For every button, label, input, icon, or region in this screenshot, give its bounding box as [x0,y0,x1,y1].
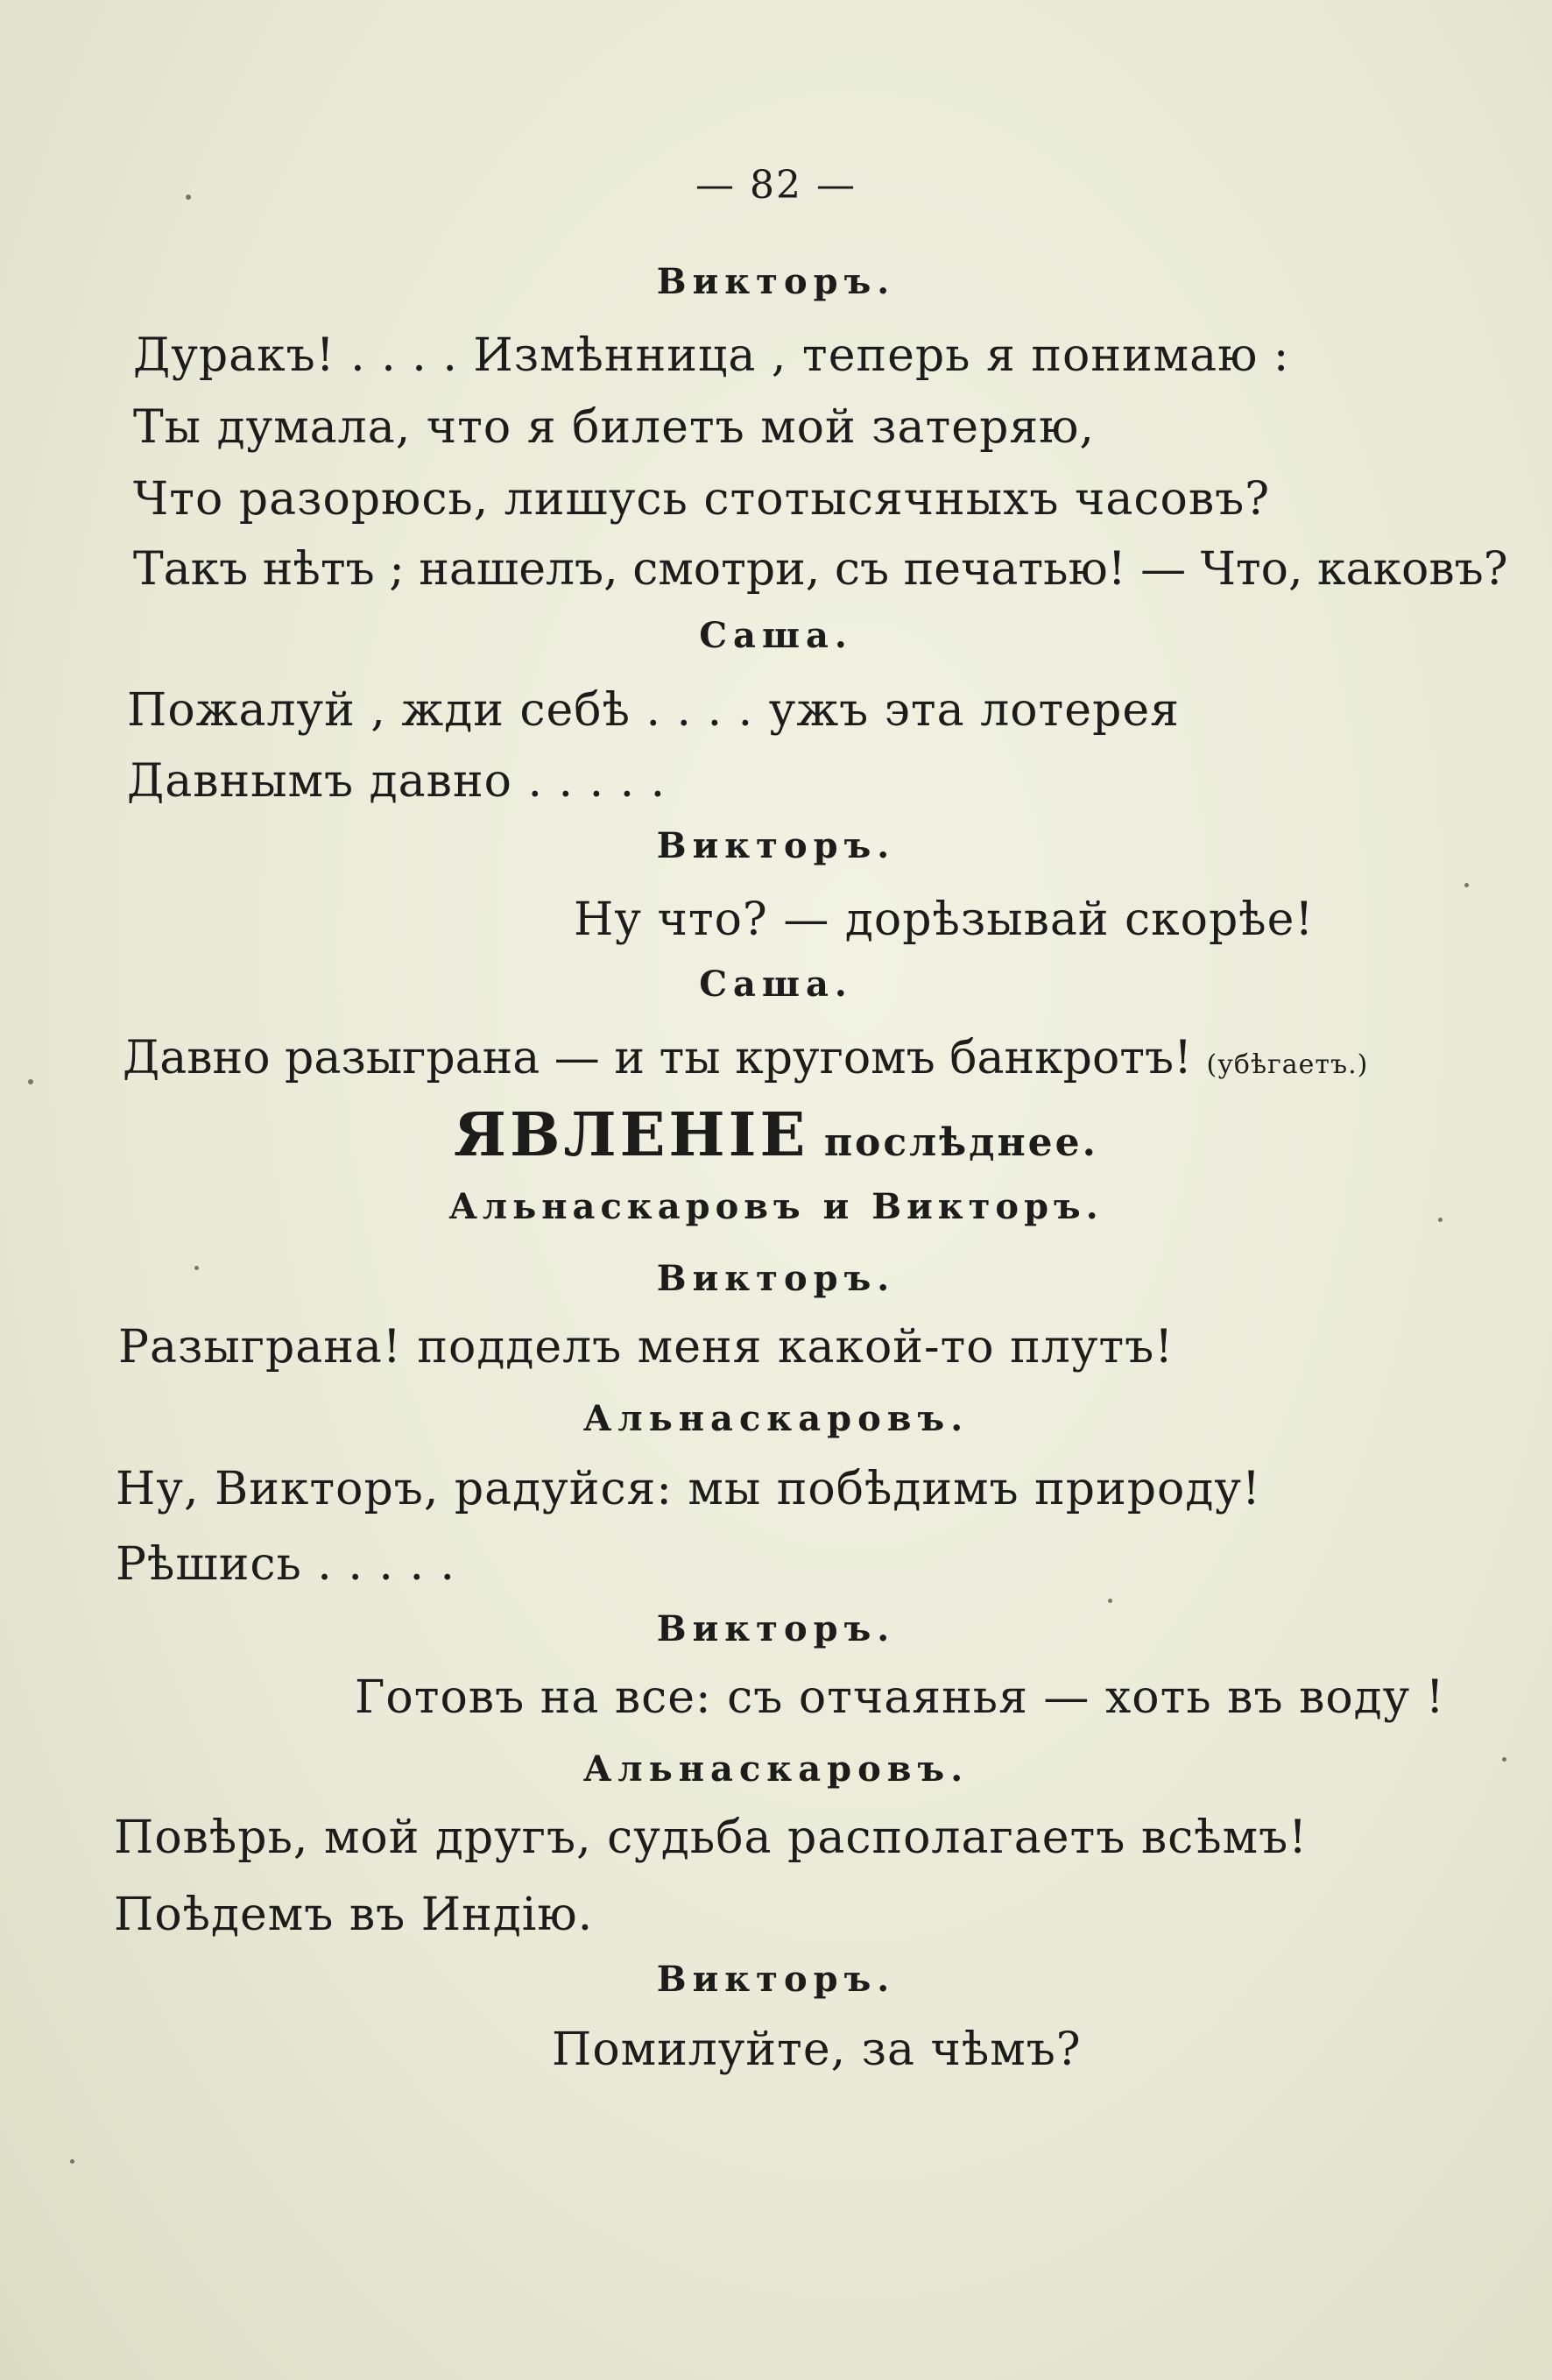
scene-persons: Альнаскаровъ и Викторъ. [448,1186,1104,1227]
verse-text: Давно разыграна — и ты кругомъ банкротъ! [123,1032,1193,1084]
verse-line: Что разорюсь, лишусь стотысячныхъ часовъ? [133,473,1271,526]
verse-line [123,1032,1369,1084]
speaker-name: Альнаскаровъ. [582,1748,970,1790]
verse-line: Ты думала, что я билетъ мой затеряю, [133,401,1095,454]
paper-speck [28,1079,33,1084]
verse-line: Поѣдемъ въ Индію. [114,1889,594,1941]
verse-line: Готовъ на все: съ отчаянья — хоть въ воду ! [355,1671,1445,1724]
stage-direction: (убѣгаетъ.) [1206,1049,1369,1080]
verse-line: Рѣшись . . . . . [116,1538,456,1591]
verse-line: Ну что? — дорѣзывай скорѣе! [574,893,1315,946]
scene-heading-main: ЯВЛЕНІЕ [454,1100,809,1170]
verse-line: Разыграна! подделъ меня какой-то плутъ! [118,1321,1175,1374]
verse-line: Давнымъ давно . . . . . [127,755,667,808]
verse-line: Помилуйте, за чѣмъ? [552,2023,1082,2076]
speaker-name: Викторъ. [656,1258,896,1299]
page-number: — 82 — [695,163,857,208]
paper-speck [1464,883,1469,887]
verse-line: Повѣрь, мой другъ, судьба располагаетъ всѣмъ! [114,1811,1309,1864]
speaker-name: Викторъ. [656,1959,896,2000]
scene-heading [0,1100,1552,1170]
speaker-name: Викторъ. [656,825,896,866]
verse-line: Дуракъ! . . . . Измѣнница , теперь я понимаю : [133,329,1290,382]
speaker-name: Викторъ. [656,1608,896,1649]
speaker-name: Саша. [699,964,853,1005]
verse-line: Пожалуй , жди себѣ . . . . ужъ эта лотерея [127,684,1180,737]
speaker-name: Саша. [699,615,853,656]
verse-line: Ну, Викторъ, радуйся: мы побѣдимъ природу! [116,1463,1261,1515]
verse-line: Такъ нѣтъ ; нашелъ, смотри, съ печатью! — Что, каковъ? [133,543,1508,596]
paper-speck [70,2159,74,2164]
scene-heading-rest: послѣднее. [823,1120,1098,1165]
speaker-name: Альнаскаровъ. [582,1398,970,1439]
speaker-name: Викторъ. [656,261,896,302]
paper-speck [1108,1599,1112,1603]
